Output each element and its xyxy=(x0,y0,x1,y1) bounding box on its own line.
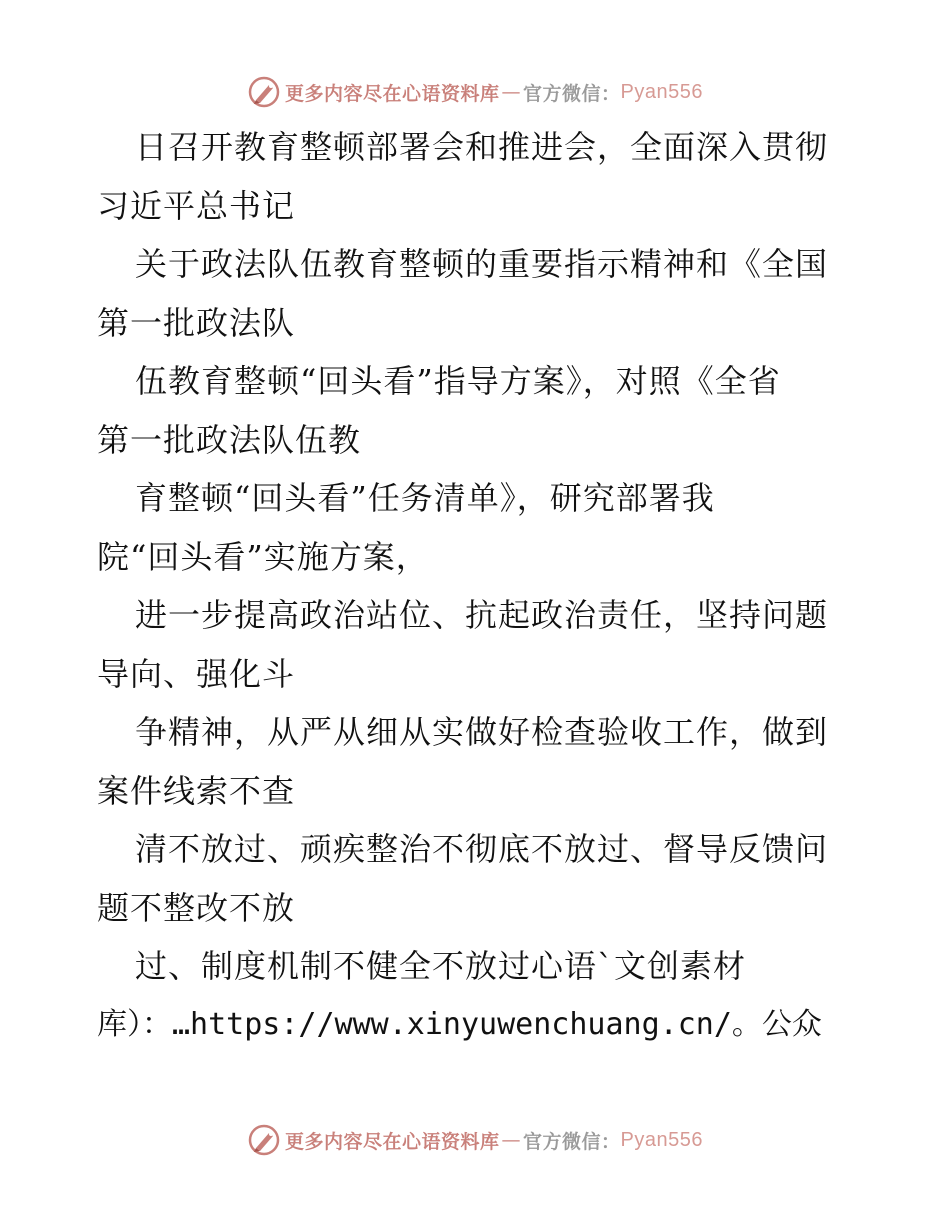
body-line: 育整顿“回头看”任务清单》，研究部署我 xyxy=(135,479,715,517)
banner-brand-text: 更多内容尽在心语资料库 xyxy=(285,82,500,105)
body-line: 伍教育整顿“回头看”指导方案》，对照《全省 xyxy=(135,362,781,400)
body-line: 案件线索不查 xyxy=(97,771,296,810)
banner-wechat-label: 官方微信： xyxy=(523,1130,621,1153)
body-line: 日召开教育整顿部署会和推进会，全面深入贯彻 xyxy=(135,128,829,166)
body-line-url[interactable]: 库）：…https://www.xinyuwenchuang.cn/。公众 xyxy=(97,1006,822,1042)
body-line: 导向、强化斗 xyxy=(97,654,296,693)
body-line: 题不整改不放 xyxy=(97,888,296,927)
banner-wechat-id: Pyan556 xyxy=(620,1128,703,1151)
body-line: 进一步提高政治站位、抗起政治责任，坚持问题 xyxy=(135,596,829,634)
body-line: 关于政法队伍教育整顿的重要指示精神和《全国 xyxy=(135,245,829,283)
pen-logo-icon xyxy=(247,1123,281,1157)
body-line: 第一批政法队 xyxy=(97,303,296,342)
body-line: 院“回头看”实施方案， xyxy=(97,537,429,576)
body-line: 争精神，从严从细从实做好检查验收工作，做到 xyxy=(135,713,829,751)
footer-banner xyxy=(0,1120,950,1160)
body-line: 清不放过、顽疾整治不彻底不放过、督导反馈问 xyxy=(135,830,829,868)
banner-wechat-id: Pyan556 xyxy=(620,80,703,103)
body-line: 过、制度机制不健全不放过心语`文创素材 xyxy=(135,947,747,985)
body-line: 习近平总书记 xyxy=(97,186,296,225)
document-body xyxy=(97,118,857,1054)
body-line: 第一批政法队伍教 xyxy=(97,420,362,459)
banner-dash: — xyxy=(501,81,522,103)
banner-brand-text: 更多内容尽在心语资料库 xyxy=(285,1130,500,1153)
header-banner xyxy=(0,72,950,112)
banner-dash: — xyxy=(501,1129,522,1151)
banner-wechat-label: 官方微信： xyxy=(523,82,621,105)
pen-logo-icon xyxy=(247,75,281,109)
